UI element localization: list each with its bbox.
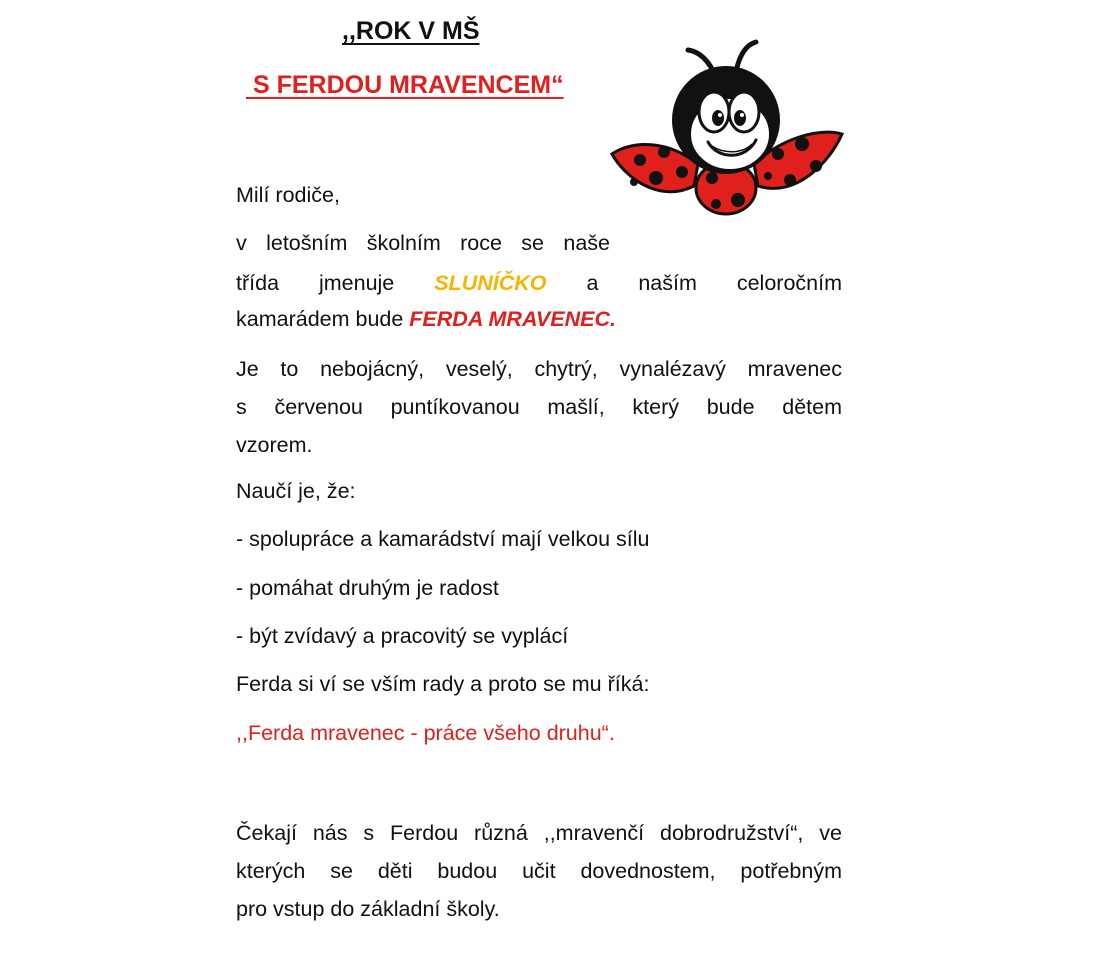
description-paragraph [236, 350, 842, 464]
intro-line-3 [236, 302, 842, 336]
ferda-saying-intro: Ferda si ví se vším rady a proto se mu říká: [236, 672, 650, 696]
description-line: Je to nebojácný, veselý, chytrý, vynalézavý mravenec [236, 357, 842, 381]
lesson-item: - pomáhat druhým je radost [236, 576, 499, 600]
intro-line-2 [236, 266, 842, 300]
class-name: SLUNÍČKO [434, 271, 547, 295]
closing-paragraph [236, 814, 842, 928]
document-title: ,,ROK V MŠ [342, 17, 480, 45]
description-line: s červenou puntíkovanou mašlí, který bude dětem [236, 395, 842, 419]
lesson-item: - být zvídavý a pracovitý se vyplácí [236, 624, 569, 648]
description-line: vzorem. [236, 433, 313, 457]
friend-name: FERDA MRAVENEC. [409, 307, 616, 331]
intro-line-3-start: kamarádem bude [236, 307, 410, 331]
document-subtitle: S FERDOU MRAVENCEM“ [246, 71, 564, 99]
intro-line-1: v letošním školním roce se naše [236, 231, 610, 255]
greeting: Milí rodiče, [236, 183, 340, 207]
closing-line: Čekají nás s Ferdou různá ,,mravenčí dobrodružství“, ve [236, 821, 842, 845]
learn-heading: Naučí je, že: [236, 479, 356, 503]
closing-line: kterých se děti budou učit dovednostem, potřebným [236, 859, 842, 883]
intro-line-2-start: třída jmenuje [236, 271, 435, 295]
motto: ,,Ferda mravenec - práce všeho druhu“. [236, 721, 615, 745]
lesson-item: - spolupráce a kamarádství mají velkou sílu [236, 527, 650, 551]
closing-line: pro vstup do základní školy. [236, 897, 500, 921]
intro-line-2-end: a naším celoročním [546, 271, 842, 295]
